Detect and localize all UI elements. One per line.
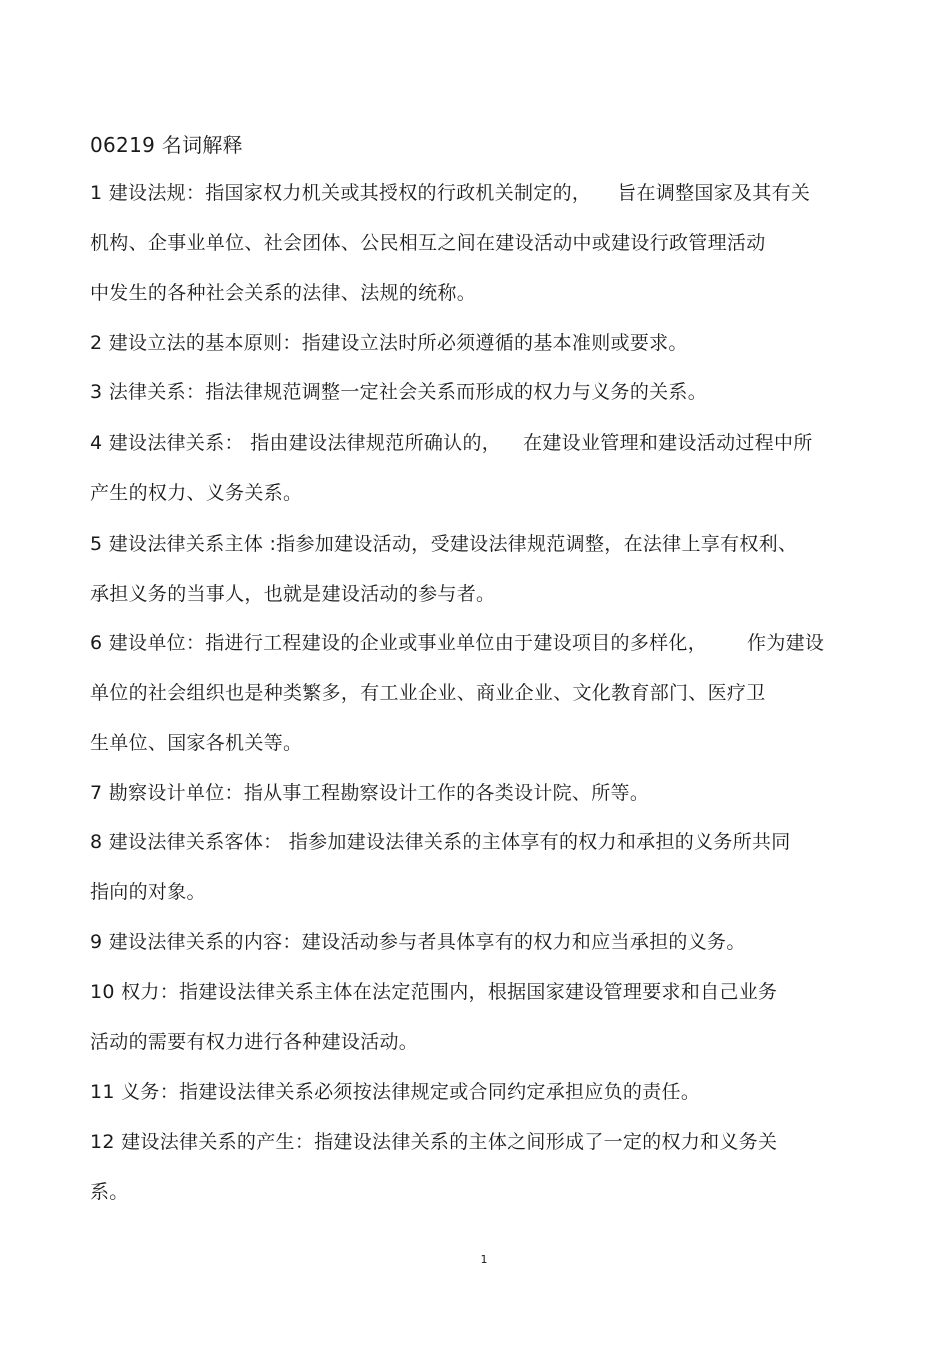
entry-11-line-1: 11 义务：指建设法律关系必须按法律规定或合同约定承担应负的责任。: [90, 1081, 701, 1103]
entry-9-line-1: 9 建设法律关系的内容：建设活动参与者具体享有的权力和应当承担的义务。: [90, 931, 746, 953]
entry-10-line-2: 活动的需要有权力进行各种建设活动。: [90, 1031, 419, 1053]
entry-6-line-1-part-a: 6 建设单位：指进行工程建设的企业或事业单位由于建设项目的多样化，: [90, 632, 708, 654]
entry-1-line-2: 机构、企事业单位、社会团体、公民相互之间在建设活动中或建设行政管理活动: [90, 232, 766, 254]
entry-12-line-2: 系。: [90, 1181, 129, 1203]
entry-5-line-1: 5 建设法律关系主体 :指参加建设活动，受建设法律规范调整，在法律上享有权利、: [90, 533, 798, 555]
entry-7-line-1: 7 勘察设计单位：指从事工程勘察设计工作的各类设计院、所等。: [90, 782, 650, 804]
entry-4-line-1: [90, 431, 813, 455]
entry-4-line-1-part-b: 在建设业管理和建设活动过程中所: [523, 432, 813, 454]
entry-6-line-2: 单位的社会组织也是种类繁多，有工业企业、商业企业、文化教育部门、医疗卫: [90, 682, 766, 704]
entry-4-line-1-part-a: 4 建设法律关系： 指由建设法律规范所确认的，: [90, 432, 502, 454]
entry-6-line-3: 生单位、国家各机关等。: [90, 732, 303, 754]
entry-1-line-1-part-a: 1 建设法规：指国家权力机关或其授权的行政机关制定的，: [90, 182, 592, 204]
entry-2-line-1: 2 建设立法的基本原则：指建设立法时所必须遵循的基本准则或要求。: [90, 332, 688, 354]
entry-5-line-2: 承担义务的当事人，也就是建设活动的参与者。: [90, 583, 496, 605]
entry-10-line-1: 10 权力：指建设法律关系主体在法定范围内，根据国家建设管理要求和自己业务: [90, 981, 778, 1003]
entry-1-line-1: [90, 181, 810, 205]
entry-8-line-1: 8 建设法律关系客体： 指参加建设法律关系的主体享有的权力和承担的义务所共同: [90, 831, 791, 853]
entry-4-line-2: 产生的权力、义务关系。: [90, 482, 303, 504]
entry-1-line-3: 中发生的各种社会关系的法律、法规的统称。: [90, 282, 477, 304]
entry-6-line-1-part-b: 作为建设: [747, 632, 825, 654]
entry-6-line-1: [90, 631, 824, 655]
entry-8-line-2: 指向的对象。: [90, 881, 206, 903]
document-title: 06219 名词解释: [90, 133, 243, 157]
entry-3-line-1: 3 法律关系：指法律规范调整一定社会关系而形成的权力与义务的关系。: [90, 381, 708, 403]
page-number: 1: [480, 1253, 488, 1266]
entry-12-line-1: 12 建设法律关系的产生：指建设法律关系的主体之间形成了一定的权力和义务关: [90, 1131, 778, 1153]
entry-1-line-1-part-b: 旨在调整国家及其有关: [617, 182, 811, 204]
